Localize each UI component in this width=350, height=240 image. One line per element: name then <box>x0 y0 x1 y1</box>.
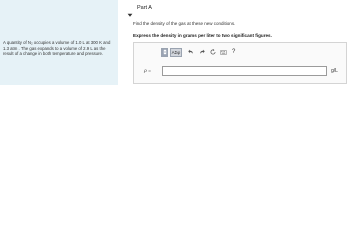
part-label: Part A <box>137 4 152 11</box>
keyboard-icon[interactable] <box>219 48 228 57</box>
fraction-template-button[interactable] <box>161 48 168 57</box>
greek-symbols-button[interactable]: AΣφ <box>171 49 181 55</box>
variable-label: ρ = <box>144 69 151 74</box>
chevron-down-icon[interactable] <box>127 5 133 11</box>
part-a-header[interactable] <box>127 3 152 12</box>
answer-box <box>133 42 347 84</box>
problem-text: A quantity of N₂ occupies a volume of 1.0 L at 300 K and 1.3 atm . The gas expands to a volume of 2.9 L as the result of a change in both temperature and pressure. <box>3 40 111 57</box>
help-button[interactable]: ? <box>232 49 236 55</box>
redo-icon[interactable] <box>197 48 206 57</box>
reset-icon[interactable] <box>208 48 217 57</box>
math-toolbar <box>161 47 235 57</box>
question-text: Find the density of the gas at these new conditions. <box>133 21 236 26</box>
fraction-icon <box>163 49 167 55</box>
units-label: g/L <box>331 68 338 74</box>
density-answer-input[interactable] <box>162 66 327 76</box>
instruction-text: Express the density in grams per liter to two significant figures. <box>133 33 272 38</box>
problem-statement-panel <box>0 0 118 85</box>
undo-icon[interactable] <box>186 48 195 57</box>
